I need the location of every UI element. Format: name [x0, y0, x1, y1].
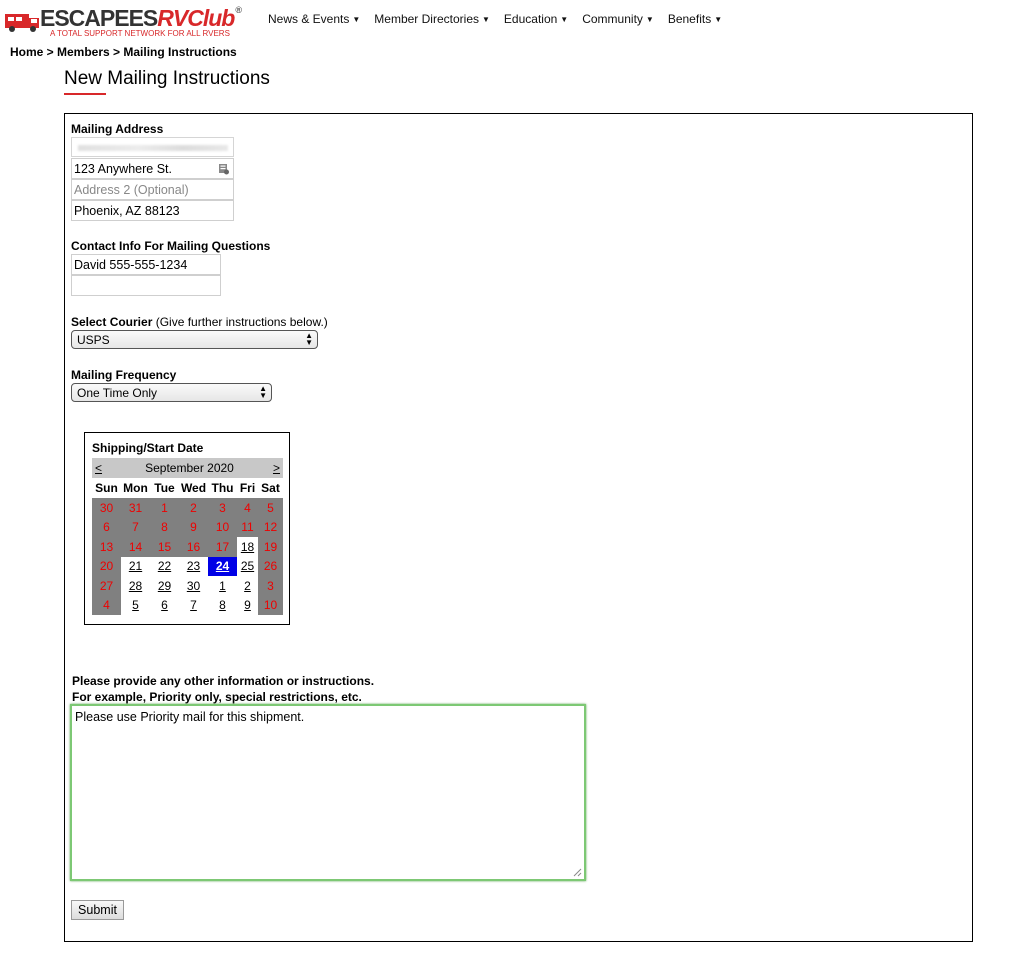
- calendar-day[interactable]: [237, 596, 258, 616]
- calendar-day-selected[interactable]: [208, 557, 237, 577]
- calendar-day-disabled: 31: [121, 498, 150, 518]
- calendar-day-disabled: 3: [258, 576, 283, 596]
- chevron-down-icon: ▼: [714, 15, 723, 25]
- calendar-day-link[interactable]: 24: [215, 559, 230, 574]
- calendar-week-row: [92, 518, 283, 538]
- instructions-label: [72, 673, 374, 705]
- calendar-day-link[interactable]: 18: [240, 539, 255, 554]
- calendar-day-link[interactable]: 7: [190, 598, 197, 613]
- calendar-grid: [92, 458, 283, 615]
- calendar-day-disabled: 5: [258, 498, 283, 518]
- address-line1-value: 123 Anywhere St.: [74, 161, 172, 176]
- calendar-day-disabled: 27: [92, 576, 121, 596]
- calendar-header: [92, 458, 283, 478]
- logo-tagline: A TOTAL SUPPORT NETWORK FOR ALL RVERS: [50, 29, 230, 38]
- calendar-week-row: [92, 537, 283, 557]
- frequency-label: Mailing Frequency: [71, 368, 177, 382]
- calendar-day-link[interactable]: 6: [161, 598, 168, 613]
- calendar-weekday: Mon: [121, 478, 150, 498]
- redacted-name: [78, 145, 228, 151]
- name-field[interactable]: [71, 137, 234, 157]
- submit-button[interactable]: Submit: [71, 900, 124, 920]
- frequency-select[interactable]: [71, 383, 272, 402]
- calendar-day-link[interactable]: 25: [240, 559, 255, 574]
- calendar-day-disabled: 15: [150, 537, 179, 557]
- calendar-day-link[interactable]: 22: [157, 559, 172, 574]
- calendar-weekday-row: [92, 478, 283, 498]
- calendar-day-disabled: 19: [258, 537, 283, 557]
- calendar-week-row: [92, 576, 283, 596]
- select-arrows-icon: ▲ ▼: [259, 384, 267, 400]
- calendar-label: Shipping/Start Date: [92, 441, 204, 455]
- escapees-logo[interactable]: [4, 4, 241, 38]
- address-line1-input[interactable]: [71, 158, 234, 179]
- calendar-day-link[interactable]: 29: [157, 578, 172, 593]
- calendar-day-link[interactable]: 1: [219, 578, 226, 593]
- calendar-weekday: Sun: [92, 478, 121, 498]
- calendar-week-row: [92, 557, 283, 577]
- calendar-day-disabled: 4: [92, 596, 121, 616]
- breadcrumb[interactable]: Home > Members > Mailing Instructions: [10, 45, 237, 59]
- calendar-day-disabled: 3: [208, 498, 237, 518]
- frequency-selected-value: One Time Only: [77, 385, 158, 400]
- calendar-day-disabled: 4: [237, 498, 258, 518]
- calendar-day-disabled: 12: [258, 518, 283, 538]
- courier-select[interactable]: [71, 330, 318, 349]
- calendar-day[interactable]: [121, 557, 150, 577]
- resize-grip-icon[interactable]: [573, 868, 582, 877]
- contact-value-1: David 555-555-1234: [74, 257, 188, 272]
- calendar-day-link[interactable]: 21: [128, 559, 143, 574]
- calendar-day-disabled: 14: [121, 537, 150, 557]
- calendar-day[interactable]: [237, 537, 258, 557]
- calendar-day-disabled: 9: [179, 518, 208, 538]
- select-arrows-icon: ▲ ▼: [305, 331, 313, 347]
- calendar-day-disabled: 11: [237, 518, 258, 538]
- site-header: [0, 0, 1024, 40]
- page-title: New Mailing Instructions: [64, 68, 270, 89]
- calendar-day-disabled: 17: [208, 537, 237, 557]
- nav-member-directories[interactable]: Member Directories ▼: [374, 12, 490, 26]
- rv-truck-icon: [4, 8, 42, 34]
- calendar-day[interactable]: [179, 576, 208, 596]
- courier-label: Select Courier (Give further instructions below.): [71, 315, 328, 329]
- contact-input-2[interactable]: [71, 275, 221, 296]
- calendar-day[interactable]: [237, 557, 258, 577]
- instructions-textarea[interactable]: [70, 704, 586, 881]
- calendar-day[interactable]: [150, 557, 179, 577]
- chevron-down-icon: ▼: [645, 15, 654, 25]
- mailing-address-label: Mailing Address: [71, 122, 164, 136]
- calendar-weekday: Wed: [179, 478, 208, 498]
- nav-community[interactable]: Community ▼: [582, 12, 654, 26]
- calendar-day[interactable]: [237, 576, 258, 596]
- calendar-day-link[interactable]: 8: [219, 598, 226, 613]
- calendar-day[interactable]: [121, 596, 150, 616]
- shipping-date-calendar: [84, 432, 290, 625]
- chevron-down-icon: ▼: [560, 15, 569, 25]
- chevron-down-icon: ▼: [352, 15, 361, 25]
- main-nav: [268, 12, 722, 26]
- calendar-days: [92, 498, 283, 615]
- title-underline: [64, 93, 106, 95]
- calendar-day[interactable]: [208, 576, 237, 596]
- calendar-day[interactable]: [121, 576, 150, 596]
- courier-selected-value: USPS: [77, 332, 110, 347]
- calendar-weekday: Fri: [237, 478, 258, 498]
- calendar-weekday: Thu: [208, 478, 237, 498]
- city-state-zip-value: Phoenix, AZ 88123: [74, 203, 180, 218]
- calendar-week-row: [92, 596, 283, 616]
- contact-info-label: Contact Info For Mailing Questions: [71, 239, 271, 253]
- calendar-day[interactable]: [150, 576, 179, 596]
- nav-education[interactable]: Education ▼: [503, 12, 569, 26]
- nav-benefits[interactable]: Benefits ▼: [667, 12, 723, 26]
- calendar-day-link[interactable]: 9: [244, 598, 251, 613]
- calendar-week-row: [92, 498, 283, 518]
- calendar-day-disabled: 8: [150, 518, 179, 538]
- city-state-zip-input[interactable]: [71, 200, 234, 221]
- calendar-day-link[interactable]: 28: [128, 578, 143, 593]
- calendar-day-disabled: 26: [258, 557, 283, 577]
- calendar-day-link[interactable]: 2: [244, 578, 251, 593]
- address-line2-input[interactable]: [71, 179, 234, 200]
- calendar-day-disabled: 6: [92, 518, 121, 538]
- calendar-day-disabled: 10: [258, 596, 283, 616]
- logo-wordmark: ESCAPEESRVClub®: [40, 5, 241, 31]
- calendar-prev-month[interactable]: <: [95, 461, 103, 475]
- calendar-day-disabled: 1: [150, 498, 179, 518]
- calendar-day-disabled: 10: [208, 518, 237, 538]
- calendar-day-link[interactable]: 30: [186, 578, 201, 593]
- calendar-next-month[interactable]: >: [272, 461, 280, 475]
- contact-input-1[interactable]: [71, 254, 221, 275]
- instructions-label-line2: For example, Priority only, special restrictions, etc.: [72, 690, 362, 704]
- calendar-day[interactable]: [208, 596, 237, 616]
- calendar-day[interactable]: [179, 557, 208, 577]
- calendar-day-disabled: 13: [92, 537, 121, 557]
- calendar-weekday: Tue: [150, 478, 179, 498]
- calendar-weekday: Sat: [258, 478, 283, 498]
- calendar-day[interactable]: [150, 596, 179, 616]
- instructions-label-line1: Please provide any other information or instructions.: [72, 674, 375, 688]
- calendar-day-disabled: 16: [179, 537, 208, 557]
- calendar-day-disabled: 20: [92, 557, 121, 577]
- calendar-day-disabled: 7: [121, 518, 150, 538]
- address-line2-placeholder: Address 2 (Optional): [74, 182, 189, 197]
- chevron-down-icon: ▼: [482, 15, 490, 25]
- nav-news-events[interactable]: News & Events ▼: [268, 12, 361, 26]
- calendar-day-link[interactable]: 5: [132, 598, 139, 613]
- calendar-day[interactable]: [179, 596, 208, 616]
- calendar-day-disabled: 2: [179, 498, 208, 518]
- contact-card-icon[interactable]: [219, 164, 229, 175]
- calendar-day-link[interactable]: 23: [186, 559, 201, 574]
- instructions-value: Please use Priority mail for this shipment.: [75, 710, 305, 724]
- calendar-month-title: September 2020: [145, 461, 234, 475]
- calendar-day-disabled: 30: [92, 498, 121, 518]
